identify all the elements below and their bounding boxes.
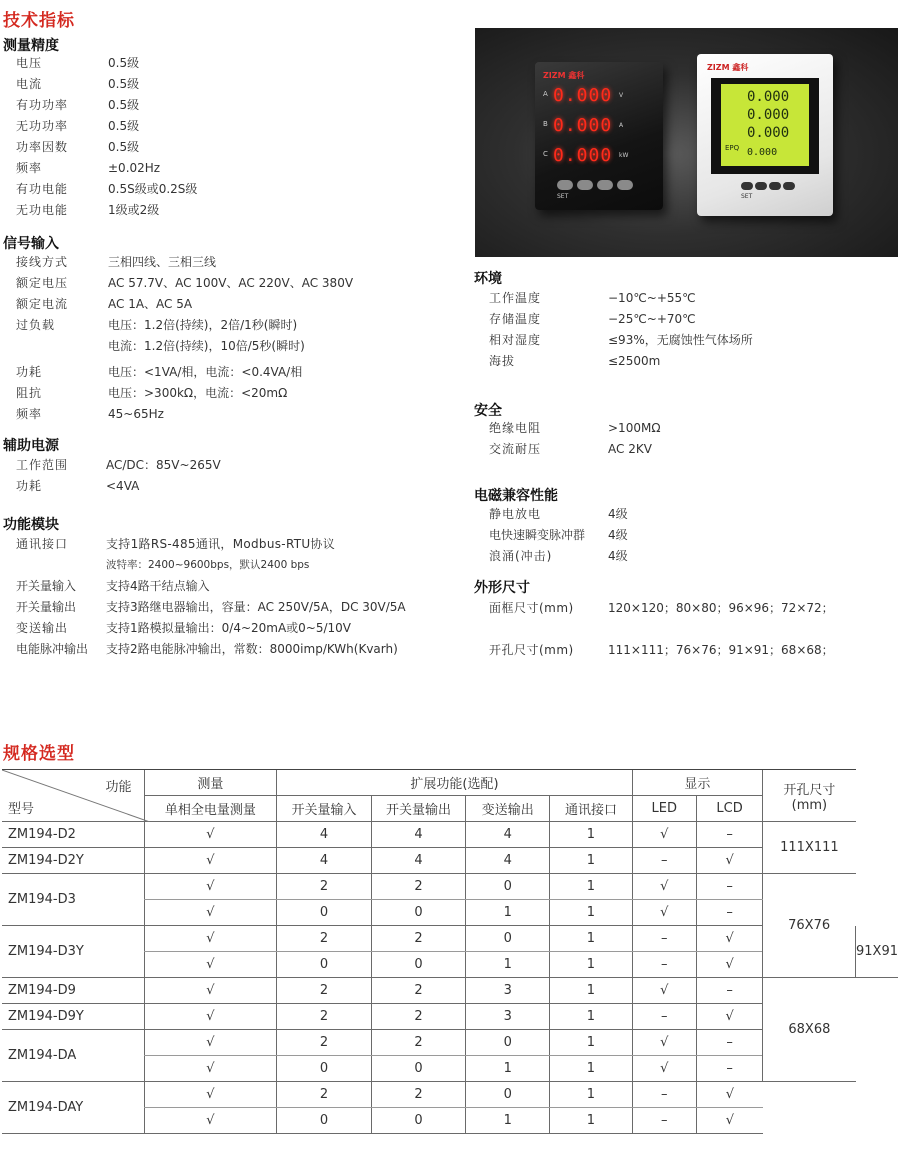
table-cell: 0 — [277, 952, 371, 978]
spec-value: 1级或2级 — [108, 203, 160, 217]
table-cell: √ — [632, 1056, 696, 1082]
spec-key: 开关量输入 — [16, 579, 77, 593]
table-cell: 2 — [371, 1082, 465, 1108]
table-row — [2, 822, 898, 848]
hole-size-cell: 68X68 — [763, 978, 856, 1082]
table-row — [2, 978, 898, 1004]
phase-label: B — [543, 120, 548, 128]
spec-value: 4级 — [608, 528, 628, 542]
spec-value: −25℃~+70℃ — [608, 312, 696, 326]
spec-key: 功耗 — [16, 365, 43, 379]
table-cell: √ — [696, 1082, 762, 1108]
spec-value: 111×111；76×76；91×91；68×68； — [608, 643, 834, 657]
spec-value: >100MΩ — [608, 421, 661, 435]
meter-button — [597, 180, 613, 190]
table-cell: 1 — [550, 900, 632, 926]
spec-key: 额定电压 — [16, 276, 69, 290]
safety-title: 安全 — [474, 403, 502, 419]
table-body — [2, 822, 898, 1134]
spec-key: 面框尺寸(mm) — [489, 601, 574, 615]
header-hole-unit: (mm) — [791, 797, 828, 813]
model-cell: ZM194-DA — [2, 1030, 144, 1082]
subheader-cell: 单相全电量测量 — [144, 796, 277, 822]
spec-value: 波特率：2400~9600bps，默认2400 bps — [106, 559, 310, 571]
table-cell: 2 — [371, 1030, 465, 1056]
spec-value: 支持1路模拟量输出：0/4~20mA或0~5/10V — [106, 621, 352, 635]
meter-button — [755, 182, 767, 190]
spec-value: 4级 — [608, 507, 628, 521]
spec-key: 开关量输出 — [16, 600, 77, 614]
table-cell: 1 — [550, 1004, 632, 1030]
table-cell: √ — [632, 978, 696, 1004]
table-cell: 1 — [550, 978, 632, 1004]
table-cell: 2 — [371, 978, 465, 1004]
table-cell: 1 — [550, 874, 632, 900]
spec-value: 支持1路RS-485通讯，Modbus-RTU协议 — [106, 537, 336, 551]
header-extension: 扩展功能(选配) — [277, 770, 632, 796]
table-cell: 4 — [466, 848, 550, 874]
lcd-digits: 0.000 — [747, 147, 778, 158]
spec-value: 0.5级 — [108, 119, 140, 133]
hole-size-cell: 76X76 — [763, 874, 856, 978]
spec-key: 静电放电 — [489, 507, 542, 521]
spec-key: 无功电能 — [16, 203, 69, 217]
brand-logo: ZIZM 鑫科 — [707, 63, 749, 72]
header-hole-title: 开孔尺寸 — [783, 782, 836, 798]
table-cell: 3 — [466, 1004, 550, 1030]
table-cell: 2 — [371, 1004, 465, 1030]
table-cell: 2 — [277, 978, 371, 1004]
table-cell: √ — [144, 1004, 277, 1030]
unit-label: V — [619, 92, 624, 99]
spec-key: 工作范围 — [16, 458, 69, 472]
section-title-model-selection: 规格选型 — [3, 744, 75, 764]
table-cell: 0 — [466, 874, 550, 900]
spec-value: AC 2KV — [608, 442, 652, 456]
subheader-cell: 开关量输出 — [371, 796, 465, 822]
table-cell: √ — [632, 874, 696, 900]
table-cell: √ — [144, 822, 277, 848]
model-cell: ZM194-DAY — [2, 1082, 144, 1134]
table-cell: 0 — [371, 1108, 465, 1134]
spec-key: 变送输出 — [16, 621, 69, 635]
table-row — [2, 874, 898, 900]
meter-button — [741, 182, 753, 190]
spec-key: 接线方式 — [16, 255, 69, 269]
table-cell: 1 — [550, 1030, 632, 1056]
table-cell: 4 — [277, 848, 371, 874]
table-cell: √ — [696, 1004, 762, 1030]
spec-key: 频率 — [16, 407, 43, 421]
table-cell: √ — [696, 1108, 762, 1134]
table-cell: √ — [144, 1030, 277, 1056]
spec-value: 电压：<1VA/相，电流：<0.4VA/相 — [108, 365, 303, 379]
table-cell: 0 — [277, 1108, 371, 1134]
unit-label: A — [619, 122, 624, 129]
led-meter-image — [535, 62, 663, 210]
model-cell: ZM194-D2 — [2, 822, 144, 848]
brand-logo: ZIZM 鑫科 — [543, 71, 585, 80]
table-cell: 2 — [371, 926, 465, 952]
emc-title: 电磁兼容性能 — [474, 488, 558, 504]
lcd-digits: 0.000 — [747, 107, 790, 123]
table-cell: 0 — [371, 900, 465, 926]
spec-value: 电流：1.2倍(持续)，10倍/5秒(瞬时) — [108, 339, 305, 353]
subheader-cell: 通讯接口 — [550, 796, 632, 822]
subheader-cell: LCD — [696, 796, 762, 822]
set-label: SET — [557, 193, 569, 200]
table-cell: – — [696, 822, 762, 848]
accuracy-title: 测量精度 — [3, 38, 59, 54]
lcd-digits: 0.000 — [747, 125, 790, 141]
spec-value: 支持3路继电器输出，容量：AC 250V/5A，DC 30V/5A — [106, 600, 406, 614]
meter-button — [783, 182, 795, 190]
table-cell: √ — [144, 874, 277, 900]
table-cell: 2 — [277, 1030, 371, 1056]
header-model: 型号 — [8, 802, 35, 817]
header-display: 显示 — [632, 770, 763, 796]
spec-value: 120×120；80×80；96×96；72×72； — [608, 601, 834, 615]
lcd-meter-image — [697, 54, 833, 216]
spec-key: 有功电能 — [16, 182, 69, 196]
table-cell: – — [696, 1056, 762, 1082]
model-cell: ZM194-D9Y — [2, 1004, 144, 1030]
dims-title: 外形尺寸 — [474, 580, 530, 596]
table-cell: 1 — [550, 1082, 632, 1108]
spec-key: 频率 — [16, 161, 43, 175]
table-cell: 4 — [371, 822, 465, 848]
spec-key: 额定电流 — [16, 297, 69, 311]
header-measure: 测量 — [144, 770, 277, 796]
spec-value: <4VA — [106, 479, 140, 493]
spec-value: 45~65Hz — [108, 407, 164, 421]
spec-key: 开孔尺寸(mm) — [489, 643, 574, 657]
spec-value: AC/DC：85V~265V — [106, 458, 221, 472]
table-cell: 1 — [550, 926, 632, 952]
led-digits: 0.000 — [553, 85, 613, 106]
spec-value: 电压：1.2倍(持续)，2倍/1秒(瞬时) — [108, 318, 298, 332]
hole-size-cell: 111X111 — [763, 822, 856, 874]
spec-value: 三相四线、三相三线 — [108, 255, 217, 269]
table-cell: √ — [144, 952, 277, 978]
spec-value: AC 1A、AC 5A — [108, 297, 193, 311]
table-cell: 1 — [550, 822, 632, 848]
table-cell: 4 — [466, 822, 550, 848]
table-cell: 0 — [466, 1030, 550, 1056]
table-cell: 3 — [466, 978, 550, 1004]
table-cell: 1 — [550, 952, 632, 978]
spec-key: 电压 — [16, 56, 43, 70]
spec-key: 工作温度 — [489, 291, 542, 305]
table-cell: – — [632, 1004, 696, 1030]
spec-key: 功率因数 — [16, 140, 69, 154]
spec-key: 浪涌(冲击) — [489, 549, 553, 563]
table-cell: 4 — [371, 848, 465, 874]
table-cell: √ — [144, 926, 277, 952]
table-cell: 0 — [371, 952, 465, 978]
phase-label: A — [543, 90, 548, 98]
table-cell: 0 — [277, 1056, 371, 1082]
lcd-bezel — [711, 78, 819, 174]
spec-key: 过负载 — [16, 318, 56, 332]
env-title: 环境 — [474, 271, 502, 287]
table-cell: 2 — [277, 1082, 371, 1108]
spec-value: 电压：>300kΩ，电流：<20mΩ — [108, 386, 288, 400]
led-digits: 0.000 — [553, 115, 613, 136]
spec-key: 绝缘电阻 — [489, 421, 542, 435]
subheader-cell: 变送输出 — [466, 796, 550, 822]
spec-key: 功耗 — [16, 479, 43, 493]
table-cell: √ — [632, 1030, 696, 1056]
signal-title: 信号输入 — [3, 236, 59, 252]
table-cell: – — [632, 1082, 696, 1108]
phase-label: C — [543, 150, 548, 158]
unit-label: kW — [619, 152, 629, 159]
spec-key: 存储温度 — [489, 312, 542, 326]
set-label: SET — [741, 193, 753, 200]
table-cell: √ — [144, 848, 277, 874]
model-cell: ZM194-D9 — [2, 978, 144, 1004]
table-cell: – — [696, 874, 762, 900]
model-cell: ZM194-D2Y — [2, 848, 144, 874]
table-cell: √ — [696, 952, 762, 978]
model-cell: ZM194-D3 — [2, 874, 144, 926]
table-cell: 1 — [550, 848, 632, 874]
header-diagonal-cell — [2, 770, 144, 822]
spec-value: ≤2500m — [608, 354, 661, 368]
table-cell: – — [632, 926, 696, 952]
table-cell: – — [696, 900, 762, 926]
aux-power-title: 辅助电源 — [3, 438, 59, 454]
table-cell: 1 — [550, 1056, 632, 1082]
subheader-cell: LED — [632, 796, 696, 822]
spec-value: 0.5级 — [108, 140, 140, 154]
spec-value: 0.5级 — [108, 77, 140, 91]
table-header-row — [2, 770, 898, 796]
table-cell: 2 — [277, 874, 371, 900]
func-title: 功能模块 — [3, 517, 59, 533]
product-photo — [475, 28, 898, 257]
lcd-digits: 0.000 — [747, 89, 790, 105]
table-cell: 1 — [466, 1056, 550, 1082]
header-function: 功能 — [105, 780, 132, 795]
spec-key: 电流 — [16, 77, 43, 91]
spec-key: 相对湿度 — [489, 333, 542, 347]
spec-value: ±0.02Hz — [108, 161, 161, 175]
spec-value: −10℃~+55℃ — [608, 291, 696, 305]
model-cell: ZM194-D3Y — [2, 926, 144, 978]
model-selection-table — [2, 769, 898, 1134]
table-cell: – — [696, 1030, 762, 1056]
table-cell: 0 — [466, 1082, 550, 1108]
spec-key: 通讯接口 — [16, 537, 69, 551]
table-cell: 2 — [371, 874, 465, 900]
spec-value: 支持2路电能脉冲输出，常数：8000imp/KWh(Kvarh) — [106, 642, 398, 656]
table-cell: 0 — [277, 900, 371, 926]
meter-button — [617, 180, 633, 190]
table-cell: – — [632, 848, 696, 874]
table-cell: 1 — [466, 1108, 550, 1134]
meter-button — [577, 180, 593, 190]
meter-button — [769, 182, 781, 190]
table-cell: √ — [696, 926, 762, 952]
spec-value: 0.5级 — [108, 56, 140, 70]
meter-button — [557, 180, 573, 190]
subheader-cell: 开关量输入 — [277, 796, 371, 822]
table-cell: √ — [144, 1108, 277, 1134]
table-cell: √ — [632, 900, 696, 926]
spec-key: 无功功率 — [16, 119, 69, 133]
table-cell: 1 — [466, 900, 550, 926]
spec-value: 支持4路干结点输入 — [106, 579, 210, 593]
lcd-label: EPQ — [725, 144, 740, 152]
spec-key: 海拔 — [489, 354, 516, 368]
section-title-tech-specs: 技术指标 — [3, 11, 75, 31]
table-cell: 2 — [277, 926, 371, 952]
table-cell: 1 — [550, 1108, 632, 1134]
table-cell: √ — [632, 822, 696, 848]
lcd-screen — [721, 84, 809, 166]
spec-value: 0.5级 — [108, 98, 140, 112]
header-hole-size — [763, 770, 856, 822]
spec-value: ≤93%，无腐蚀性气体场所 — [608, 333, 753, 347]
spec-key: 电能脉冲输出 — [16, 642, 89, 656]
table-cell: √ — [144, 978, 277, 1004]
spec-key: 有功功率 — [16, 98, 69, 112]
table-cell: √ — [144, 1082, 277, 1108]
spec-key: 交流耐压 — [489, 442, 542, 456]
table-cell: √ — [144, 1056, 277, 1082]
table-cell: 2 — [277, 1004, 371, 1030]
table-cell: – — [632, 952, 696, 978]
spec-key: 电快速瞬变脉冲群 — [489, 528, 586, 542]
table-cell: 4 — [277, 822, 371, 848]
table-cell: √ — [696, 848, 762, 874]
table-cell: 1 — [466, 952, 550, 978]
spec-key: 阻抗 — [16, 386, 43, 400]
spec-value: 4级 — [608, 549, 628, 563]
table-cell: – — [632, 1108, 696, 1134]
table-cell: √ — [144, 900, 277, 926]
led-digits: 0.000 — [553, 145, 613, 166]
table-cell: 0 — [466, 926, 550, 952]
table-cell: 0 — [371, 1056, 465, 1082]
hole-size-cell: 91X91 — [856, 926, 899, 978]
spec-value: AC 57.7V、AC 100V、AC 220V、AC 380V — [108, 276, 354, 290]
table-row — [2, 1082, 898, 1108]
spec-value: 0.5S级或0.2S级 — [108, 182, 198, 196]
table-cell: – — [696, 978, 762, 1004]
